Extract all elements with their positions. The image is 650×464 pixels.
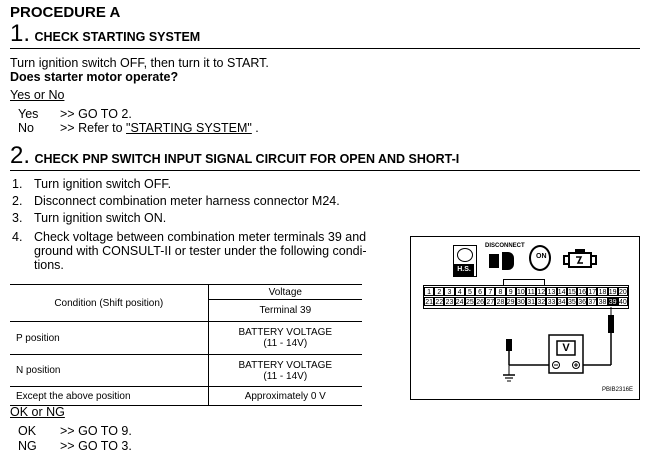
voltmeter-label: V [562,342,570,354]
condition-table [10,284,362,406]
starting-system-link[interactable]: "STARTING SYSTEM" [126,121,252,135]
answer-key: OK [18,424,37,438]
header-condition: Condition (Shift position) [10,285,208,322]
item-number: 1. [12,177,23,191]
answer-text: GO TO 9. [78,424,132,438]
item-text-line: Check voltage between combination meter terminals 39 and [34,230,367,244]
answer-key: Yes [18,107,39,121]
connector-pin: 40 [618,299,627,306]
answer-arrow: >> [60,439,75,453]
answer-key: No [18,121,34,135]
step2-answer-ok [18,424,132,438]
connector-pin: 9 [506,287,516,296]
connector-pin: 34 [557,299,566,306]
connector-pin: 36 [578,299,586,306]
item-text-line: ground with CONSULT-II or tester under the following condi- [34,244,367,258]
item-number: 4. [12,230,23,244]
item-text: Turn ignition switch ON. [34,211,167,225]
diagram-code: PBIB2316E [601,387,633,393]
connector-pin: 16 [578,289,586,296]
connector-pin: 26 [476,299,484,306]
header-terminal: Terminal 39 [208,300,362,322]
procedure-heading: PROCEDURE A [10,4,121,21]
connector-pin: 29 [506,299,515,306]
connector-pin: 28 [496,299,505,306]
connector-pin: 30 [516,299,525,306]
step1-number: 1. [10,20,31,47]
connector-pin: 21 [425,299,433,306]
connector-pin: 13 [547,289,556,296]
connector-pin: 7 [485,287,495,296]
table-row [10,355,362,387]
connector-pin: 33 [547,299,556,306]
item-text: Turn ignition switch OFF. [34,177,172,191]
connector-pin: 4 [455,287,465,296]
row-voltage: BATTERY VOLTAGE (11 - 14V) [208,355,362,387]
connector-pin: 18 [598,289,607,296]
step2-item-1 [12,177,171,191]
connector-pin: 8 [495,287,505,296]
connector-pin: 37 [588,299,597,306]
wiring-diagram [410,236,640,400]
meter-wiring [411,237,639,399]
step1-header [10,20,200,48]
answer-text: GO TO 2. [78,107,132,121]
row-condition: Except the above position [10,387,208,406]
answer-text: GO TO 3. [78,439,132,453]
step1-choice-header: Yes or No [10,88,65,102]
answer-arrow: >> [60,121,75,135]
connector-pin: 20 [618,289,627,296]
step1-rule [10,48,640,49]
connector-pin: 15 [567,289,576,296]
item-number: 3. [12,211,23,225]
connector-pin: 2 [434,287,444,296]
item-text: Disconnect combination meter harness connector M24. [34,194,340,208]
connector-pin: 24 [455,299,464,306]
connector-pin: 19 [608,289,617,296]
step2-answer-ng [18,439,132,453]
connector-pin: 38 [598,299,607,306]
step1-title: CHECK STARTING SYSTEM [34,30,201,44]
item-text-line: tions. [34,258,64,272]
connector-pin: 17 [588,289,597,296]
row-voltage: BATTERY VOLTAGE (11 - 14V) [208,322,362,355]
step2-rule [10,170,640,171]
answer-key: NG [18,439,37,453]
connector-pin: 22 [435,299,444,306]
answer-arrow: >> [60,424,75,438]
connector-pin: 27 [486,299,495,306]
step2-item-3 [12,211,166,225]
row-condition: P position [10,322,208,355]
step2-title: CHECK PNP SWITCH INPUT SIGNAL CIRCUIT FOR OPEN AND SHORT-I [34,152,460,166]
answer-arrow: >> [60,107,75,121]
step2-choice-header: OK or NG [10,405,65,419]
connector-pin: 39 [608,299,617,306]
step2-item-4 [12,230,367,272]
connector-pin: 12 [537,289,546,296]
connector-pin: 35 [567,299,576,306]
connector-pin: 11 [527,289,535,296]
connector-pin: 25 [465,299,474,306]
step1-answer-no [18,121,259,135]
connector-pin: 10 [516,289,525,296]
row-condition: N position [10,355,208,387]
row-voltage: Approximately 0 V [208,387,362,406]
table-row [10,387,362,406]
connector-pin: 3 [444,287,454,296]
connector-pin: 23 [445,299,454,306]
step1-question: Does starter motor operate? [10,70,179,84]
step1-answer-yes [18,107,132,121]
step2-item-2 [12,194,340,208]
table-row [10,322,362,355]
connector-pin: 5 [465,287,475,296]
connector-pin: 32 [537,299,546,306]
connector-pin: 6 [475,287,485,296]
step2-number: 2. [10,142,31,169]
connector-pin: 31 [527,299,535,306]
connector-pin: 1 [424,287,434,296]
header-voltage: Voltage [208,285,362,300]
disconnect-label: DISCONNECT [485,243,525,249]
on-label: ON [536,253,547,260]
step1-instruction: Turn ignition switch OFF, then turn it to START. [10,56,269,70]
answer-text: Refer to [78,121,127,135]
connector-pin: 14 [557,289,566,296]
hs-label: H.S. [454,264,474,276]
step2-header [10,142,459,170]
item-number: 2. [12,194,23,208]
answer-after: . [251,121,259,135]
